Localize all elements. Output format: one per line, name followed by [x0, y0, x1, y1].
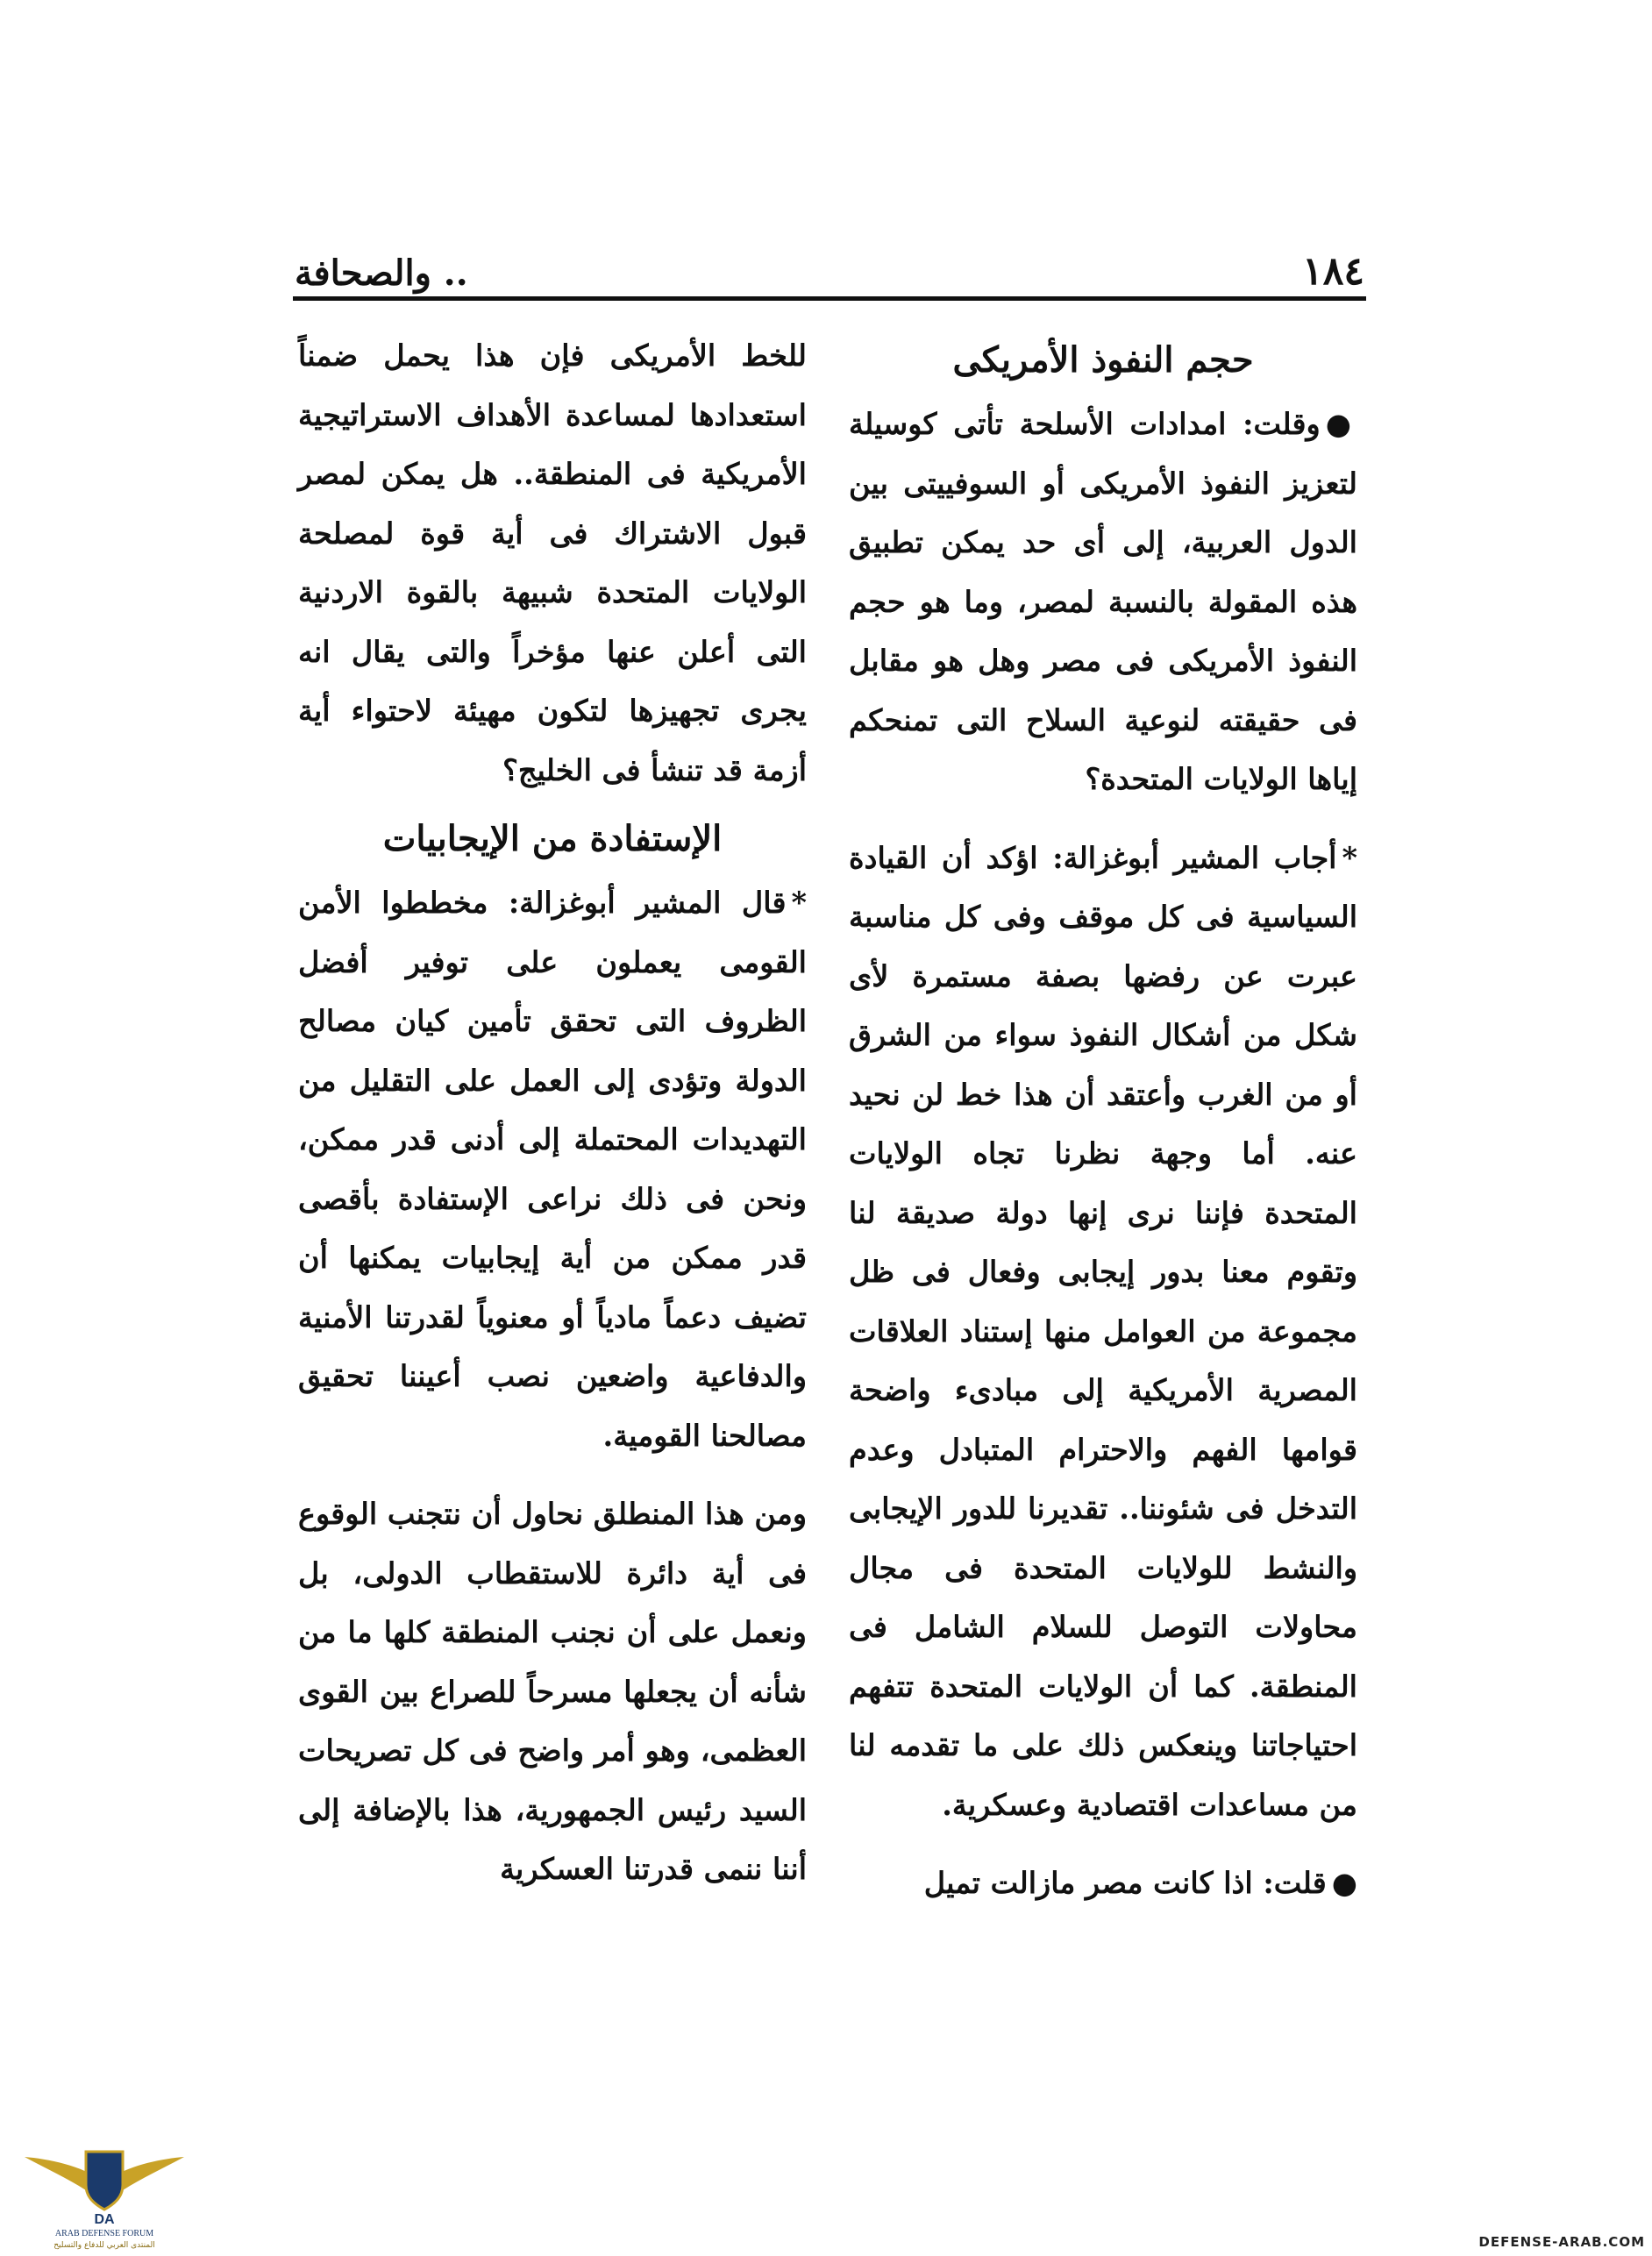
watermark-url: DEFENSE-ARAB.COM	[1478, 2234, 1645, 2250]
answer-text-2: قال المشير أبوغزالة: مخططوا الأمن القومى يعملون على توفير أفضل الظروف التى تحقق تأمين كيان مصالح الدولة وتؤدى إلى العمل على التقليل من التهديدات المحتملة إلى أدنى قدر ممكن، ونحن فى ذلك نراعى الإستفادة بأقصى قدر ممكن من أية إيجابيات يمكنها أن تضيف دعماً مادياً أو معنوياً لقدرتنا الأمنية والدفاعية واضعين نصب أعيننا تحقيق مصالحنا القومية.	[298, 886, 807, 1453]
answer-paragraph-1	[849, 829, 1357, 1835]
question-continuation: للخط الأمريكى فإن هذا يحمل ضمناً استعدادها لمساعدة الأهداف الاستراتيجية الأمريكية فى المنطقة.. هل يمكن لمصر قبول الاشتراك فى أية قوة لمصلحة الولايات المتحدة شبيهة بالقوة الاردنية التى أعلن عنها مؤخراً والتى يقال انه يجرى تجهيزها لتكون مهيئة لاحتواء أية أزمة قد تنشأ فى الخليج؟	[298, 338, 807, 787]
question-text-2: قلت: اذا كانت مصر مازالت تميل	[923, 1866, 1327, 1900]
paragraph-gap	[298, 1465, 807, 1484]
right-column	[849, 326, 1357, 1913]
logo-initials: DA	[94, 2212, 115, 2227]
section-heading-american-influence: حجم النفوذ الأمريكى	[952, 339, 1254, 381]
question-paragraph-2	[849, 1854, 1357, 1913]
bullet-icon: ●	[1331, 1866, 1357, 1900]
asterisk-icon: *	[791, 886, 807, 920]
section-heading-benefiting: الإستفادة من الإيجابيات	[382, 818, 723, 859]
page-header	[295, 230, 1364, 294]
forum-logo	[12, 2139, 196, 2252]
logo-english-name: ARAB DEFENSE FORUM	[54, 2229, 154, 2238]
running-title: .. والصحافة	[295, 253, 468, 294]
bullet-icon: ●	[1325, 407, 1357, 441]
paragraph-gap	[849, 809, 1357, 829]
left-column	[298, 326, 807, 1899]
page-number: ١٨٤	[1302, 249, 1364, 294]
question-paragraph-1	[849, 395, 1357, 809]
shield-icon	[86, 2152, 123, 2210]
header-rule	[293, 296, 1366, 301]
question-text-1: وقلت: امدادات الأسلحة تأتى كوسيلة لتعزيز النفوذ الأمريكى أو السوفييتى بين الدول العربية، إلى أى حد يمكن تطبيق هذه المقولة بالنسبة لمصر، وما هو حجم النفوذ الأمريكى فى مصر وهل هو مقابل فى حقيقته لنوعية السلاح التى تمنحكم إياها الولايات المتحدة؟	[849, 407, 1357, 796]
answer-text-1: أجاب المشير أبوغزالة: اؤكد أن القيادة السياسية فى كل موقف وفى كل مناسبة عبرت عن رفضها بصفة مستمرة لأى شكل من أشكال النفوذ سواء من الشرق أو من الغرب وأعتقد أن هذا خط لن نحيد عنه. أما وجهة نظرنا تجاه الولايات المتحدة فإننا نرى إنها دولة صديقة لنا وتقوم معنا بدور إيجابى وفعال فى ظل مجموعة من العوامل منها إستناد العلاقات المصرية الأمريكية إلى مبادىء واضحة قوامها الفهم والاحترام المتبادل وعدم التدخل فى شئوننا.. تقديرنا للدور الإيجابى والنشط للولايات المتحدة فى مجال محاولات التوصل للسلام الشامل فى المنطقة. كما أن الولايات المتحدة تتفهم احتياجاتنا وينعكس ذلك على ما تقدمه لنا من مساعدات اقتصادية وعسكرية.	[849, 840, 1357, 1822]
logo-arabic-name: المنتدى العربي للدفاع والتسليح	[53, 2241, 155, 2250]
answer-paragraph-3: ومن هذا المنطلق نحاول أن نتجنب الوقوع فى أية دائرة للاستقطاب الدولى، بل ونعمل على أن نجنب المنطقة كلها ما من شأنه أن يجعلها مسرحاً للصراع بين القوى العظمى، وهو أمر واضح فى كل تصريحات السيد رئيس الجمهورية، هذا بالإضافة إلى أننا ننمى قدرتنا العسكرية	[298, 1497, 807, 1886]
paragraph-gap	[849, 1834, 1357, 1854]
answer-paragraph-2	[298, 873, 807, 1465]
asterisk-icon: *	[1342, 840, 1357, 875]
